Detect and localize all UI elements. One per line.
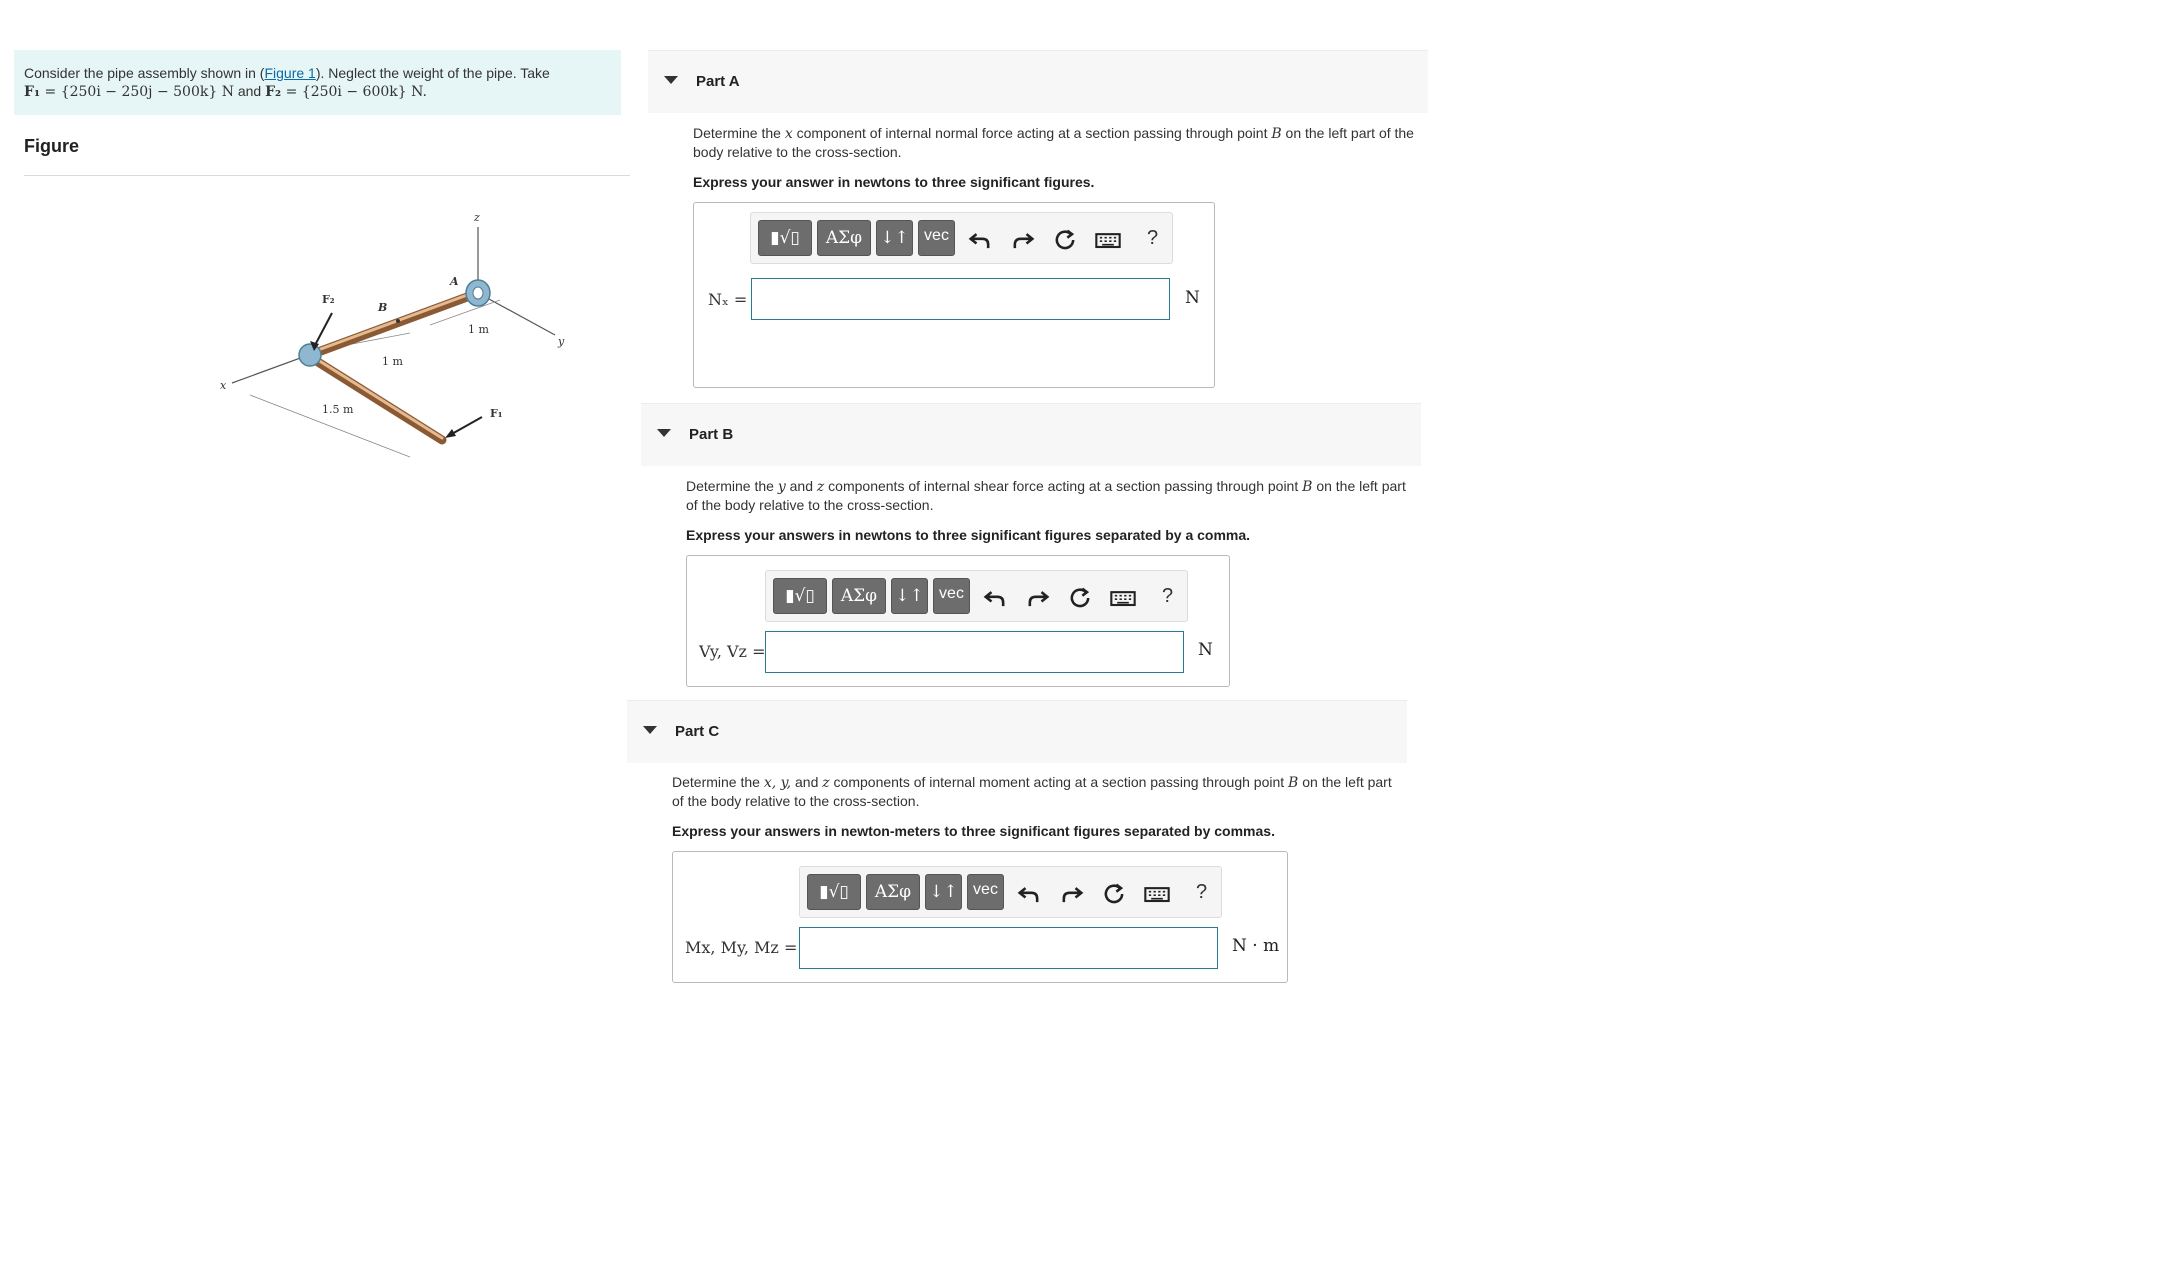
symbols-button[interactable]: AΣφ xyxy=(832,578,886,614)
part-c-header[interactable] xyxy=(627,700,1407,763)
part-c-description: Determine the x, y, and z components of internal moment acting at a section passing through point B on the left part of the body relative to the cross-section. xyxy=(672,774,1392,809)
reset-icon[interactable] xyxy=(1066,584,1094,612)
part-b-answer-box xyxy=(686,555,1230,687)
part-a-variable-label: Nₓ = xyxy=(708,290,748,309)
undo-icon[interactable] xyxy=(966,226,994,254)
dimension-label-1m: 1 m xyxy=(468,323,489,336)
reset-icon[interactable] xyxy=(1051,226,1079,254)
part-b-answer-input[interactable] xyxy=(765,631,1184,673)
part-c-answer-input[interactable] xyxy=(799,927,1218,969)
collapse-caret-icon[interactable] xyxy=(643,726,657,734)
force-f1-arrow xyxy=(450,417,482,435)
math-toolbar xyxy=(750,212,1173,264)
dimension-label-1-5m: 1.5 m xyxy=(322,403,354,416)
symbols-button[interactable]: AΣφ xyxy=(866,874,920,910)
part-c-variable-label: Mx, My, Mz = xyxy=(685,938,798,957)
z-axis-label: z xyxy=(474,211,480,224)
pipe-assembly-figure xyxy=(210,205,580,460)
arrows-button[interactable]: ↓↑ xyxy=(891,578,928,614)
dimension-label-1m: 1 m xyxy=(382,355,403,368)
force-f2-label: F₂ xyxy=(322,293,335,306)
figure-link[interactable]: Figure 1 xyxy=(264,65,316,81)
keyboard-icon[interactable] xyxy=(1109,584,1137,612)
math-toolbar xyxy=(799,866,1222,918)
part-a-instruction: Express your answer in newtons to three significant figures. xyxy=(693,174,1095,190)
part-c-answer-box xyxy=(672,851,1288,983)
redo-icon[interactable] xyxy=(1024,584,1052,612)
reset-icon[interactable] xyxy=(1100,880,1128,908)
part-a-answer-box xyxy=(693,202,1215,388)
vector-button[interactable]: vec xyxy=(933,578,970,614)
part-b-description: Determine the y and z components of internal shear force acting at a section passing through point B on the left part of the body relative to the cross-section. xyxy=(686,478,1406,513)
part-b-variable-label: Vy, Vz = xyxy=(699,642,766,661)
force-f1-label: F₁ xyxy=(490,407,503,420)
problem-line-1: Consider the pipe assembly shown in (Figure 1). Neglect the weight of the pipe. Take xyxy=(24,65,550,81)
symbols-button[interactable]: AΣφ xyxy=(817,220,871,256)
redo-icon[interactable] xyxy=(1058,880,1086,908)
help-button[interactable]: ? xyxy=(1196,881,1208,903)
figure-heading: Figure xyxy=(24,136,80,156)
help-button[interactable]: ? xyxy=(1147,227,1159,249)
part-b-title: Part B xyxy=(689,426,734,443)
vector-button[interactable]: vec xyxy=(967,874,1004,910)
point-a-label: A xyxy=(450,275,459,288)
arrows-button[interactable]: ↓↑ xyxy=(925,874,962,910)
part-c-title: Part C xyxy=(675,723,720,740)
vector-button[interactable]: vec xyxy=(918,220,955,256)
problem-statement xyxy=(14,50,621,115)
force-f2-arrow xyxy=(314,313,332,347)
part-c-instruction: Express your answers in newton-meters to three significant figures separated by commas. xyxy=(672,823,1275,839)
collapse-caret-icon[interactable] xyxy=(664,76,678,84)
templates-button[interactable]: ▮√▯ xyxy=(758,220,812,256)
pipe-segment-bend xyxy=(310,357,442,440)
part-a-title: Part A xyxy=(696,73,740,90)
keyboard-icon[interactable] xyxy=(1143,880,1171,908)
keyboard-icon[interactable] xyxy=(1094,226,1122,254)
figure-divider xyxy=(24,175,630,176)
undo-icon[interactable] xyxy=(981,584,1009,612)
problem-line-2: F₁ = {250i − 250j − 500k} N and F₂ = {250i − 600k} N. xyxy=(24,83,427,100)
part-a-unit: N xyxy=(1185,288,1200,308)
point-b-label: B xyxy=(378,301,388,314)
x-axis-label: x xyxy=(220,379,227,392)
part-a-answer-input[interactable] xyxy=(751,278,1170,320)
y-axis-label: y xyxy=(558,335,565,348)
math-toolbar xyxy=(765,570,1188,622)
arrows-button[interactable]: ↓↑ xyxy=(876,220,913,256)
y-axis xyxy=(478,293,555,335)
part-a-description: Determine the x component of internal normal force acting at a section passing through point B on the left part of the body relative to the cross-section. xyxy=(693,125,1414,160)
collapse-caret-icon[interactable] xyxy=(657,429,671,437)
point-b-marker xyxy=(396,319,400,323)
pipe-elbow xyxy=(299,344,321,366)
part-b-instruction: Express your answers in newtons to three significant figures separated by a comma. xyxy=(686,527,1251,543)
help-button[interactable]: ? xyxy=(1162,585,1174,607)
part-b-unit: N xyxy=(1198,640,1213,660)
redo-icon[interactable] xyxy=(1009,226,1037,254)
pipe-highlight xyxy=(310,291,478,353)
undo-icon[interactable] xyxy=(1015,880,1043,908)
templates-button[interactable]: ▮√▯ xyxy=(773,578,827,614)
part-b-header[interactable] xyxy=(641,403,1421,466)
part-c-unit: N · m xyxy=(1232,936,1280,956)
part-a-header[interactable] xyxy=(648,50,1428,113)
pipe-segment-ab xyxy=(310,293,478,355)
support-a-bore xyxy=(473,287,483,299)
templates-button[interactable]: ▮√▯ xyxy=(807,874,861,910)
force-f1-arrowhead xyxy=(445,429,456,438)
